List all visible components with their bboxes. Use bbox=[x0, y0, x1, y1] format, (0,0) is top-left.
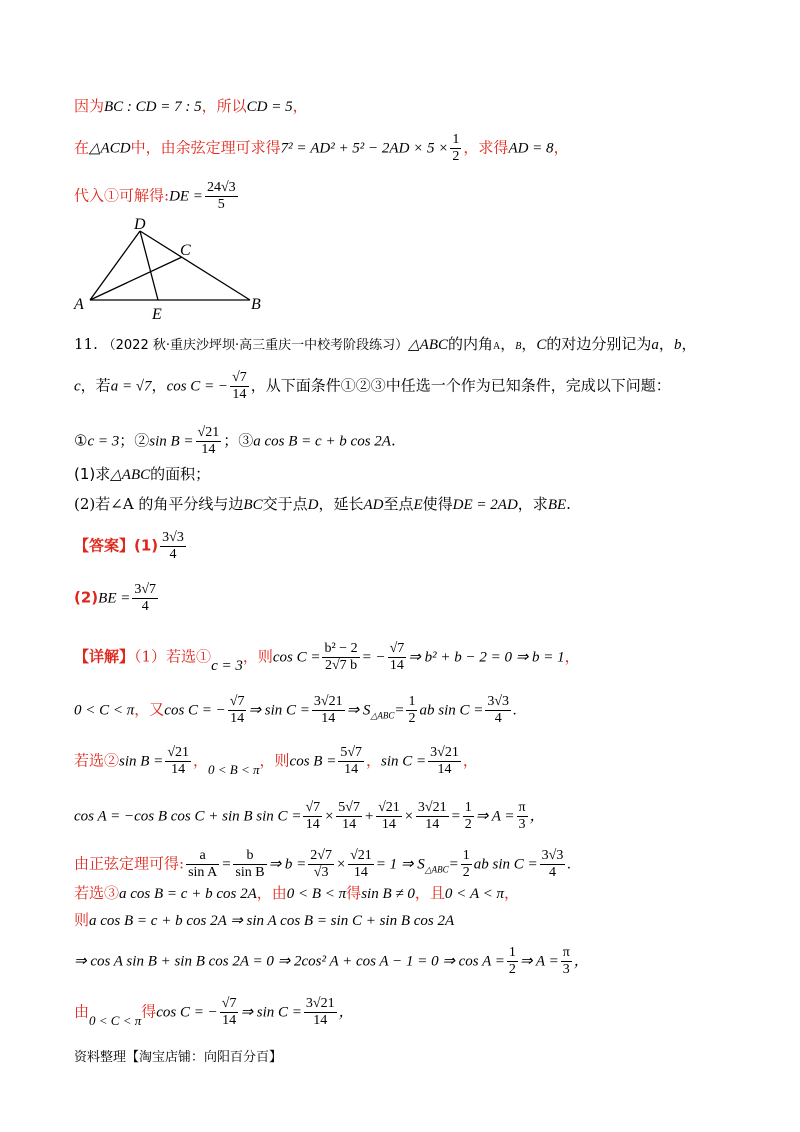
fraction: $\frac{1}{2}$ bbox=[508, 945, 516, 977]
answer-line-2: (2)BE = $\frac{3√7}{4}$ bbox=[74, 582, 157, 614]
fraction: $\frac{√7}{14}$ bbox=[229, 694, 245, 726]
question-11-part-1: (1)求△ABC的面积； bbox=[74, 465, 211, 483]
fraction: $\frac{3√21}{14}$ bbox=[313, 694, 343, 726]
fraction: $\frac{√7}{14}$ bbox=[389, 641, 405, 673]
detail-line-3: 若选②sin B = $\frac{√21}{14}$ ，0 < B < π，则cos B = $\frac{5√7}{14}$ ，sin C = $\frac{3√21}{14}$ ， bbox=[74, 745, 478, 777]
question-11-options: ①c = 3；②sin B = $\frac{√21}{14}$ ；③a cos B = c + b cos 2A. bbox=[74, 425, 396, 457]
fraction: $\frac{1}{2}$ bbox=[462, 848, 470, 880]
detail-line-9: 由0 < C < π得cos C = − $\frac{√7}{14}$ ⇒ sin C = $\frac{3√21}{14}$ ， bbox=[74, 996, 354, 1028]
label-a: A bbox=[74, 296, 84, 313]
solution-line-3: 代入①可解得:DE = $\frac{24√3}{5}$ bbox=[74, 180, 236, 212]
detail-line-2: 0 < C < π，又cos C = − $\frac{√7}{14}$ ⇒ sin C = $\frac{3√21}{14}$ ⇒ $S_{\triangle ABC}=$ $\frac{1}{2}$ ab sin C = $\frac{3√3}{4}$ . bbox=[74, 694, 517, 726]
fraction: $\frac{1}{2}$ bbox=[452, 132, 460, 164]
answer-line-1: 【答案】(1) $\frac{3√3}{4}$ bbox=[74, 530, 184, 562]
fraction: $\frac{3√3}{4}$ bbox=[541, 848, 564, 880]
label-e: E bbox=[152, 306, 162, 323]
question-11-line-1: 11. （2022 秋·重庆沙坪坝·高三重庆一中校考阶段练习）△ABC的内角A，B，C的对边分别记为a，b， bbox=[74, 335, 697, 353]
fraction: $\frac{√21}{14}$ bbox=[197, 425, 220, 457]
fraction: $\frac{√21}{14}$ bbox=[350, 848, 372, 880]
detail-line-4: cos A = −cos B cos C + sin B sin C = $\frac{√7}{14}$ × $\frac{5√7}{14}$ + $\frac{√21}{14}$ × $\frac{3√21}{14}$ = $\frac{1}{2}$ ⇒ A = $\frac{\pi}{3}$ ， bbox=[74, 800, 545, 832]
question-11-part-2: (2)若∠A 的角平分线与边BC交于点D，延长AD至点E使得DE = 2AD，求BE. bbox=[74, 495, 571, 513]
fraction: $\frac{\text{b² − 2}}{2√7 b}$ bbox=[324, 641, 358, 673]
fraction: $\frac{1}{2}$ bbox=[408, 694, 416, 726]
solution-line-2: 在△ACD中，由余弦定理可求得7² = AD² + 5² − 2AD × 5 × $\frac{1}{2}$ ，求得AD = 8， bbox=[74, 132, 569, 164]
fraction: $\frac{3√21}{14}$ bbox=[430, 745, 459, 777]
fraction: $\frac{√7}{14}$ bbox=[232, 370, 247, 402]
fraction: $\frac{5√7}{14}$ bbox=[338, 800, 360, 832]
fraction: $\frac{5√7}{14}$ bbox=[340, 745, 362, 777]
label-b: B bbox=[251, 296, 261, 313]
triangle-figure bbox=[70, 215, 270, 325]
question-11-line-2: c，若a = √7，cos C = − $\frac{√7}{14}$ ，从下面条件①②③中任选一个作为已知条件，完成以下问题： bbox=[74, 370, 671, 402]
fraction: $\frac{3√3}{4}$ bbox=[162, 530, 184, 562]
detail-line-1: 【详解】（1）若选①c = 3，则cos C = $\frac{\text{b² − 2}}{2√7 b}$ = − $\frac{√7}{14}$ ⇒ b² + b − 2 = 0 ⇒ b = 1， bbox=[74, 641, 580, 674]
detail-line-6: 若选③a cos B = c + b cos 2A，由0 < B < π得sin B ≠ 0，且0 < A < π， bbox=[74, 884, 520, 902]
fraction: $\frac{3√21}{14}$ bbox=[417, 800, 447, 832]
solution-line-1: 因为BC : CD = 7 : 5，所以CD = 5， bbox=[74, 97, 308, 115]
detail-line-8: ⇒ cos A sin B + sin B cos 2A = 0 ⇒ 2cos² A + cos A − 1 = 0 ⇒ cos A = $\frac{1}{2}$ ⇒ A = $\frac{\pi}{3}$ ， bbox=[74, 945, 589, 977]
footer-text: 资料整理【淘宝店铺：向阳百分百】 bbox=[74, 1050, 283, 1065]
label-d: D bbox=[134, 216, 146, 233]
fraction: $\frac{1}{2}$ bbox=[464, 800, 472, 832]
detail-line-5: 由正弦定理可得: $\frac{a}{\text{sin A}}$ = $\frac{b}{\text{sin B}}$ ⇒ b = $\frac{2√7}{√3}$ × $\frac{√21}{14}$ = 1 ⇒ $S_{\triangle ABC}=$ $\frac{1}{2}$ ab sin C = $\frac{3√3}{4}$ . bbox=[74, 848, 572, 880]
fraction: $\frac{√7}{14}$ bbox=[221, 996, 237, 1028]
label-c: C bbox=[180, 242, 191, 259]
fraction: $\frac{√7}{14}$ bbox=[305, 800, 321, 832]
fraction: $\frac{3√3}{4}$ bbox=[487, 694, 510, 726]
fraction: $\frac{3√7}{4}$ bbox=[134, 582, 157, 614]
detail-line-7: 则a cos B = c + b cos 2A ⇒ sin A cos B = sin C + sin B cos 2A bbox=[74, 911, 455, 929]
fraction: $\frac{2√7}{√3}$ bbox=[310, 848, 332, 880]
fraction: $\frac{√21}{14}$ bbox=[167, 745, 189, 777]
fraction: $\frac{3√21}{14}$ bbox=[305, 996, 335, 1028]
fraction: $\frac{a}{\text{sin A}}$ bbox=[188, 848, 218, 880]
fraction: $\frac{\pi}{3}$ bbox=[562, 945, 570, 977]
fraction: $\frac{√21}{14}$ bbox=[378, 800, 400, 832]
fraction: $\frac{b}{\text{sin B}}$ bbox=[235, 848, 265, 880]
fraction: $\frac{24√3}{5}$ bbox=[206, 180, 236, 212]
fraction: $\frac{\pi}{3}$ bbox=[518, 800, 526, 832]
